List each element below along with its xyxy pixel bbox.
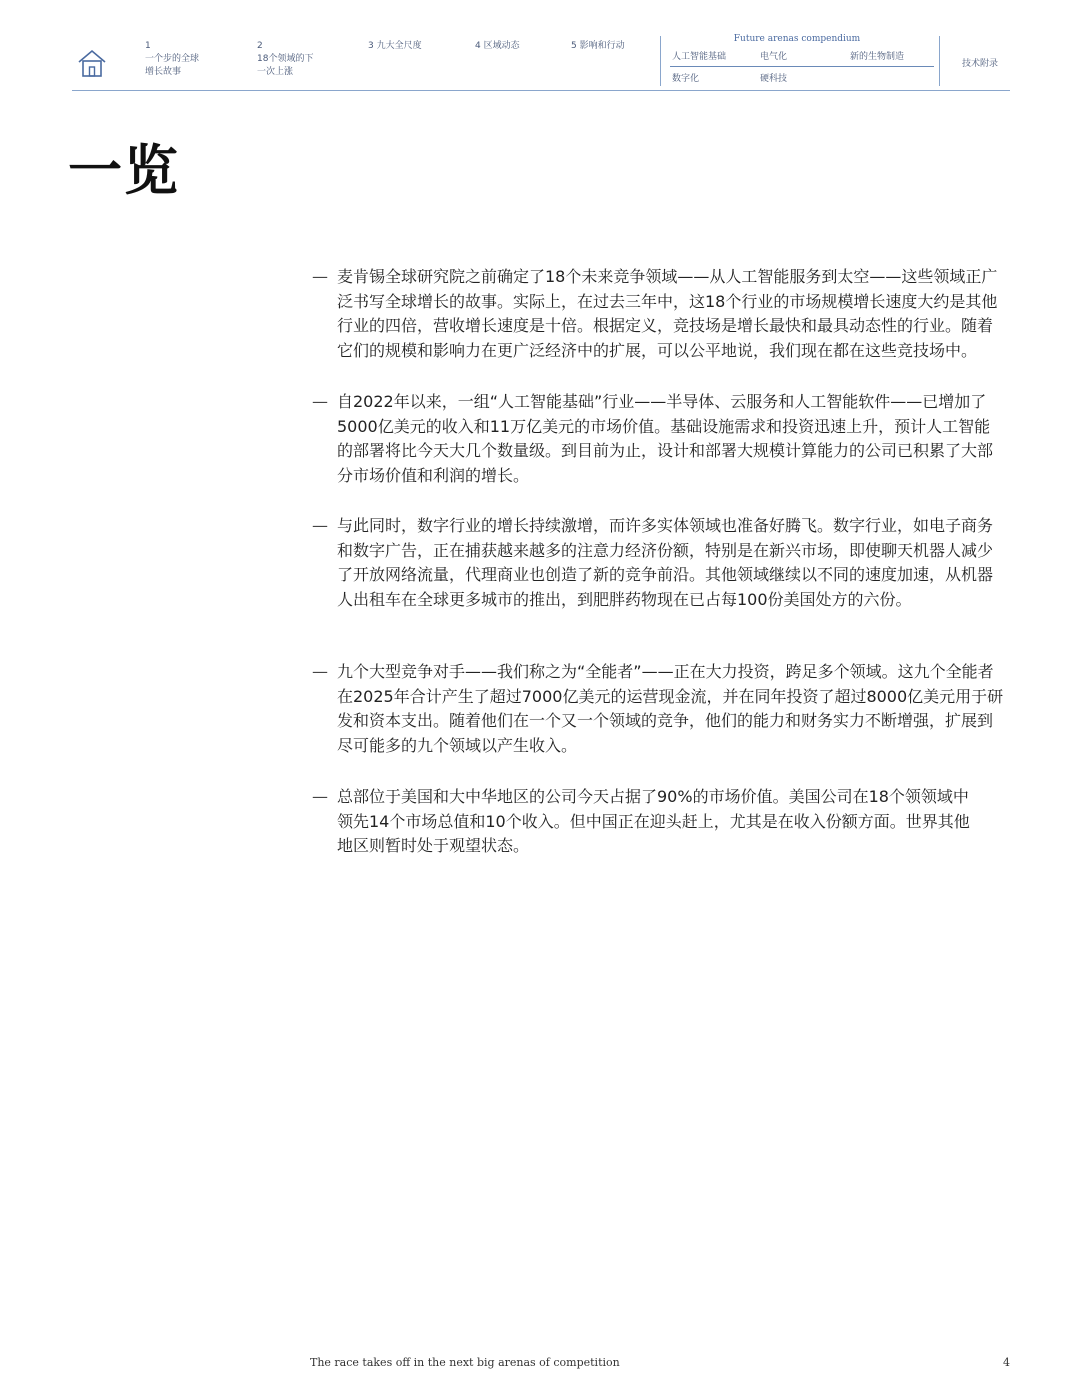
dash-bullet: — xyxy=(312,516,328,535)
footer-report-title: The race takes off in the next big arenas of competition xyxy=(310,1356,620,1369)
dash-bullet: — xyxy=(312,267,328,286)
list-item xyxy=(312,785,1012,859)
page-title: 一览 xyxy=(68,139,180,202)
nav-divider xyxy=(939,36,940,86)
paragraph-text: 总部位于美国和大中华地区的公司今天占据了90%的市场价值。美国公司在18个领领域中领先14个市场总值和10个收入。但中国正在迎头赶上，尤其是在收入份额方面。世界其他地区则暂时处于观望状态。 xyxy=(337,787,970,855)
nav-technical-appendix[interactable]: 技术附录 xyxy=(962,59,999,69)
nav-chapter-5[interactable] xyxy=(571,40,627,53)
key-points-list xyxy=(312,265,1012,859)
nav-chapter-1[interactable] xyxy=(145,40,205,79)
nav-divider xyxy=(660,36,661,86)
nav-chapter-4[interactable] xyxy=(475,40,523,53)
nav-chapter-2[interactable] xyxy=(257,40,319,79)
paragraph-text: 麦肯锡全球研究院之前确定了18个未来竞争领域——从人工智能服务到太空——这些领域正广泛书写全球增长的故事。实际上，在过去三年中，这18个行业的市场规模增长速度大约是其他行业的四倍，营收增长速度是十倍。根据定义，竞技场是增长最快和最具动态性的行业。随着它们的规模和影响力在更广泛经济中的扩展，可以公平地说，我们现在都在这些竞技场中。 xyxy=(337,267,998,360)
arena-link-ai-foundations[interactable]: 人工智能基础 xyxy=(672,52,727,62)
nav-chapter-3[interactable] xyxy=(368,40,424,53)
list-item xyxy=(312,390,1012,488)
chapter-number: 2 xyxy=(257,41,263,51)
chapter-label: 5 影响和行动 xyxy=(571,41,625,51)
chapter-number: 1 xyxy=(145,41,151,51)
top-navigation xyxy=(72,34,1010,91)
arenas-underline xyxy=(670,66,934,67)
list-item xyxy=(312,514,1012,612)
paragraph-text: 九个大型竞争对手——我们称之为“全能者”——正在大力投资，跨足多个领域。这九个全能者在2025年合计产生了超过7000亿美元的运营现金流，并在同年投资了超过8000亿美元用于研发和资本支出。随着他们在一个又一个领域的竞争，他们的能力和财务实力不断增强，扩展到尽可能多的九个领域以产生收入。 xyxy=(337,662,1004,755)
dash-bullet: — xyxy=(312,787,328,806)
paragraph-text: 自2022年以来，一组“人工智能基础”行业——半导体、云服务和人工智能软件——已增加了5000亿美元的收入和11万亿美元的市场价值。基础设施需求和投资迅速上升，预计人工智能的部署将比今天大几个数量级。到目前为止，设计和部署大规模计算能力的公司已积累了大部分市场价值和利润的增长。 xyxy=(337,392,994,485)
arena-link-biomanufacturing[interactable]: 新的生物制造 xyxy=(850,52,905,62)
page-number: 4 xyxy=(1003,1356,1010,1369)
arena-link-digital[interactable]: 数字化 xyxy=(672,74,700,84)
dash-bullet: — xyxy=(312,392,328,411)
chapter-label: 一个步的全球增长故事 xyxy=(145,54,200,77)
list-item xyxy=(312,265,1012,363)
house-icon[interactable] xyxy=(76,48,108,78)
chapter-label: 4 区域动态 xyxy=(475,41,520,51)
dash-bullet: — xyxy=(312,662,328,681)
paragraph-text: 与此同时，数字行业的增长持续激增，而许多实体领域也准备好腾飞。数字行业，如电子商务和数字广告，正在捕获越来越多的注意力经济份额，特别是在新兴市场，即使聊天机器人减少了开放网络流量，代理商业也创造了新的竞争前沿。其他领域继续以不同的速度加速，从机器人出租车在全球更多城市的推出，到肥胖药物现在已占每100份美国处方的六份。 xyxy=(337,516,994,609)
list-item xyxy=(312,660,1012,758)
chapter-label: 18个领域的下一次上涨 xyxy=(257,54,314,77)
arena-link-hard-tech[interactable]: 硬科技 xyxy=(760,74,788,84)
arena-link-electrification[interactable]: 电气化 xyxy=(760,52,788,62)
arenas-compendium-title: Future arenas compendium xyxy=(733,34,861,44)
chapter-label: 3 九大全尺度 xyxy=(368,41,422,51)
